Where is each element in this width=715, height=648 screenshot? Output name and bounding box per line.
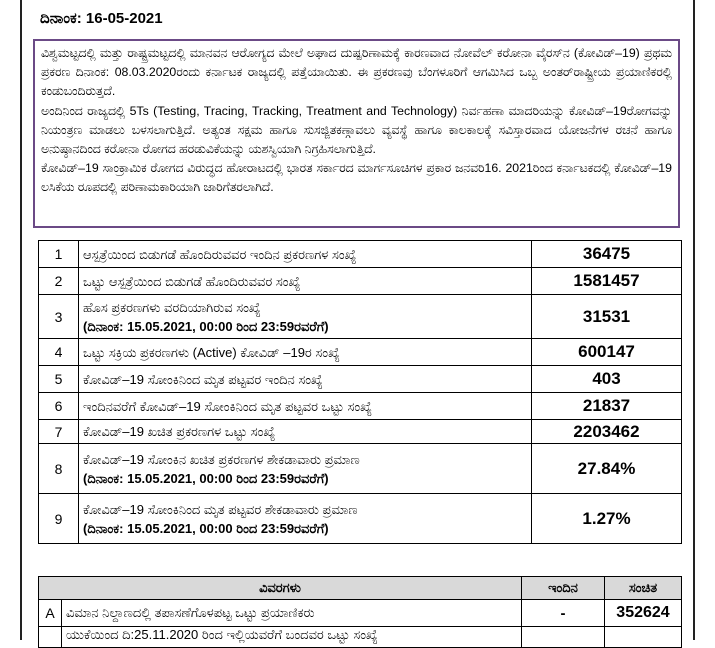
row-today <box>522 627 605 648</box>
row-sublabel: (ದಿನಾಂಕ: 15.05.2021, 00:00 ರಿಂದ 23:59ರವರೆಗೆ) <box>83 520 329 536</box>
page-border-left <box>20 0 22 640</box>
intro-box <box>33 39 680 228</box>
row-value: 1.27% <box>532 494 682 544</box>
row-number: 3 <box>39 295 79 339</box>
details-table <box>38 576 682 648</box>
header-today: ಇಂದಿನ <box>522 577 605 600</box>
details-row <box>39 600 682 627</box>
row-label: ಒಟ್ಟು ಸಕ್ರಿಯ ಪ್ರಕರಣಗಳು (Active) ಕೋವಿಡ್ –19ರ ಸಂಖ್ಯೆ <box>79 339 532 366</box>
row-label: ಕೋವಿಡ್–19 ಸೋಂಕಿನ ಖಚಿತ ಪ್ರಕರಣಗಳ ಶೇಕಡಾವಾರು ಪ್ರಮಾಣ <box>83 451 360 467</box>
row-value: 36475 <box>532 241 682 268</box>
row-label: ಯುಕೆಯಿಂದ ದಿ:25.11.2020 ರಿಂದ ಇಲ್ಲಿಯವರೆಗೆ ಬಂದವರ ಒಟ್ಟು ಸಂಖ್ಯೆ <box>62 627 522 648</box>
row-label: ಹೊಸ ಪ್ರಕರಣಗಳು ವರದಿಯಾಗಿರುವ ಸಂಖ್ಯೆ <box>83 299 261 315</box>
page-border-right <box>693 0 695 640</box>
row-today: - <box>522 600 605 627</box>
row-number: 6 <box>39 393 79 420</box>
details-header-row <box>39 577 682 600</box>
row-value: 1581457 <box>532 268 682 295</box>
stats-row <box>39 268 682 295</box>
row-number: 4 <box>39 339 79 366</box>
row-value: 403 <box>532 366 682 393</box>
intro-paragraph: ಅಂದಿನಿಂದ ರಾಜ್ಯದಲ್ಲಿ 5Ts (Testing, Tracing, Tracking, Treatment and Technology) ನಿರ್ವಹಣಾ ಮಾದರಿಯನ್ನು ಕೋವಿಡ್–19ರೋಗವನ್ನು ನಿಯಂತ್ರಣ ಮಾಡಲು ಬಳಸಲಾಗುತ್ತಿದೆ. ಅತ್ಯಂತ ಸಕ್ಷಮ ಹಾಗೂ ಸುಸಜ್ಜಿತಕಣ್ಗಾವಲು ವ್ಯವಸ್ಥೆ ಹಾಗೂ ಕಾಲಕಾಲಕ್ಕೆ ಸವಿಸ್ತಾರವಾದ ಯೋಜನೆಗಳ ರಚನೆ ಹಾಗೂ ಅನುಷ್ಠಾನದಿಂದ ಕರೋನಾ ರೋಗದ ಹರಡುವಿಕೆಯನ್ನು ಯಶಸ್ವಿಯಾಗಿ ನಿಗ್ರಹಿಸಲಾಗುತ್ತಿದೆ. <box>41 103 672 157</box>
intro-paragraph: ಕೋವಿಡ್–19 ಸಾಂಕ್ರಾಮಿಕ ರೋಗದ ವಿರುದ್ಧದ ಹೋರಾಟದಲ್ಲಿ ಭಾರತ ಸರ್ಕಾರದ ಮಾರ್ಗಸೂಚಿಗಳ ಪ್ರಕಾರ ಜನವರಿ16. 2021ರಿಂದ ಕರ್ನಾಟಕದಲ್ಲಿ ಕೋವಿಡ್–19 ಲಸಿಕೆಯ ರೂಪದಲ್ಲಿ ಪರಿಣಾಮಕಾರಿಯಾಗಿ ಜಾರಿಗೆತರಲಾಗಿದೆ. <box>41 161 672 195</box>
header-cumulative: ಸಂಚಿತ <box>605 577 682 600</box>
intro-paragraph: ವಿಶ್ವಮಟ್ಟದಲ್ಲಿ ಮತ್ತು ರಾಷ್ಟ್ರಮಟ್ಟದಲ್ಲಿ ಮಾನವನ ಆರೋಗ್ಯದ ಮೇಲೆ ಅಘಾದ ದುಷ್ಪರಿಣಾಮಕ್ಕೆ ಕಾರಣವಾದ ನೋವೆಲ್ ಕರೋನಾ ವೈರಸ್‌ನ (ಕೋವಿಡ್–19) ಪ್ರಥಮ ಪ್ರಕರಣ ದಿನಾಂಕ: 08.03.2020ರಂದು ಕರ್ನಾಟಕ ರಾಜ್ಯದಲ್ಲಿ ಪತ್ತೆಯಾಯಿತು. ಈ ಪ್ರಕರಣವು ಬೆಂಗಳೂರಿಗೆ ಆಗಮಿಸಿದ ಒಬ್ಬ ಅಂತರ್‌ರಾಷ್ಟ್ರೀಯ ಪ್ರಯಾಣಿಕರಲ್ಲಿ ಕಂಡುಬಂದಿರುತ್ತದೆ. <box>41 46 672 99</box>
stats-row <box>39 494 682 544</box>
row-letter <box>39 627 62 648</box>
stats-table <box>38 240 682 544</box>
details-row-cutoff <box>39 627 682 648</box>
row-label-cell <box>79 295 532 339</box>
row-value: 31531 <box>532 295 682 339</box>
stats-row <box>39 444 682 494</box>
row-number: 7 <box>39 420 79 444</box>
row-number: 2 <box>39 268 79 295</box>
row-number: 5 <box>39 366 79 393</box>
row-number: 9 <box>39 494 79 544</box>
row-cumulative <box>605 627 682 648</box>
stats-row <box>39 420 682 444</box>
row-sublabel: (ದಿನಾಂಕ: 15.05.2021, 00:00 ರಿಂದ 23:59ರವರೆಗೆ) <box>83 318 329 334</box>
stats-row <box>39 366 682 393</box>
row-number: 8 <box>39 444 79 494</box>
row-label: ಒಟ್ಟು ಆಸ್ಪತ್ರೆಯಿಂದ ಬಿಡುಗಡೆ ಹೊಂದಿರುವವರ ಸಂಖ್ಯೆ <box>79 268 532 295</box>
stats-row <box>39 241 682 268</box>
header-details: ವಿವರಗಳು <box>39 577 522 600</box>
row-label: ವಿಮಾನ ನಿಲ್ದಾಣದಲ್ಲಿ ತಪಾಸಣೆಗೊಳಪಟ್ಟ ಒಟ್ಟು ಪ್ರಯಾಣಿಕರು <box>62 600 522 627</box>
row-label: ಕೋವಿಡ್–19 ಸೋಂಕಿನಿಂದ ಮೃತ ಪಟ್ಟವರ ಶೇಕಡಾವಾರು ಪ್ರಮಾಣ <box>83 501 358 517</box>
row-label: ಕೋವಿಡ್–19 ಖಚಿತ ಪ್ರಕರಣಗಳ ಒಟ್ಟು ಸಂಖ್ಯೆ <box>79 420 532 444</box>
report-date: ದಿನಾಂಕ: 16-05-2021 <box>40 10 163 27</box>
stats-row <box>39 339 682 366</box>
stats-row <box>39 393 682 420</box>
row-number: 1 <box>39 241 79 268</box>
row-sublabel: (ದಿನಾಂಕ: 15.05.2021, 00:00 ರಿಂದ 23:59ರವರೆಗೆ) <box>83 470 329 486</box>
row-cumulative: 352624 <box>605 600 682 627</box>
row-label-cell <box>79 444 532 494</box>
row-value: 2203462 <box>532 420 682 444</box>
row-label-cell <box>79 494 532 544</box>
row-label: ಇಂದಿನವರೆಗೆ ಕೋವಿಡ್–19 ಸೋಂಕಿನಿಂದ ಮೃತ ಪಟ್ಟವರ ಒಟ್ಟು ಸಂಖ್ಯೆ <box>79 393 532 420</box>
row-letter: A <box>39 600 62 627</box>
row-value: 21837 <box>532 393 682 420</box>
row-label: ಕೋವಿಡ್–19 ಸೋಂಕಿನಿಂದ ಮೃತ ಪಟ್ಟವರ ಇಂದಿನ ಸಂಖ್ಯೆ <box>79 366 532 393</box>
stats-row <box>39 295 682 339</box>
row-label: ಆಸ್ಪತ್ರೆಯಿಂದ ಬಿಡುಗಡೆ ಹೊಂದಿರುವವರ ಇಂದಿನ ಪ್ರಕರಣಗಳ ಸಂಖ್ಯೆ <box>79 241 532 268</box>
row-value: 27.84% <box>532 444 682 494</box>
row-value: 600147 <box>532 339 682 366</box>
